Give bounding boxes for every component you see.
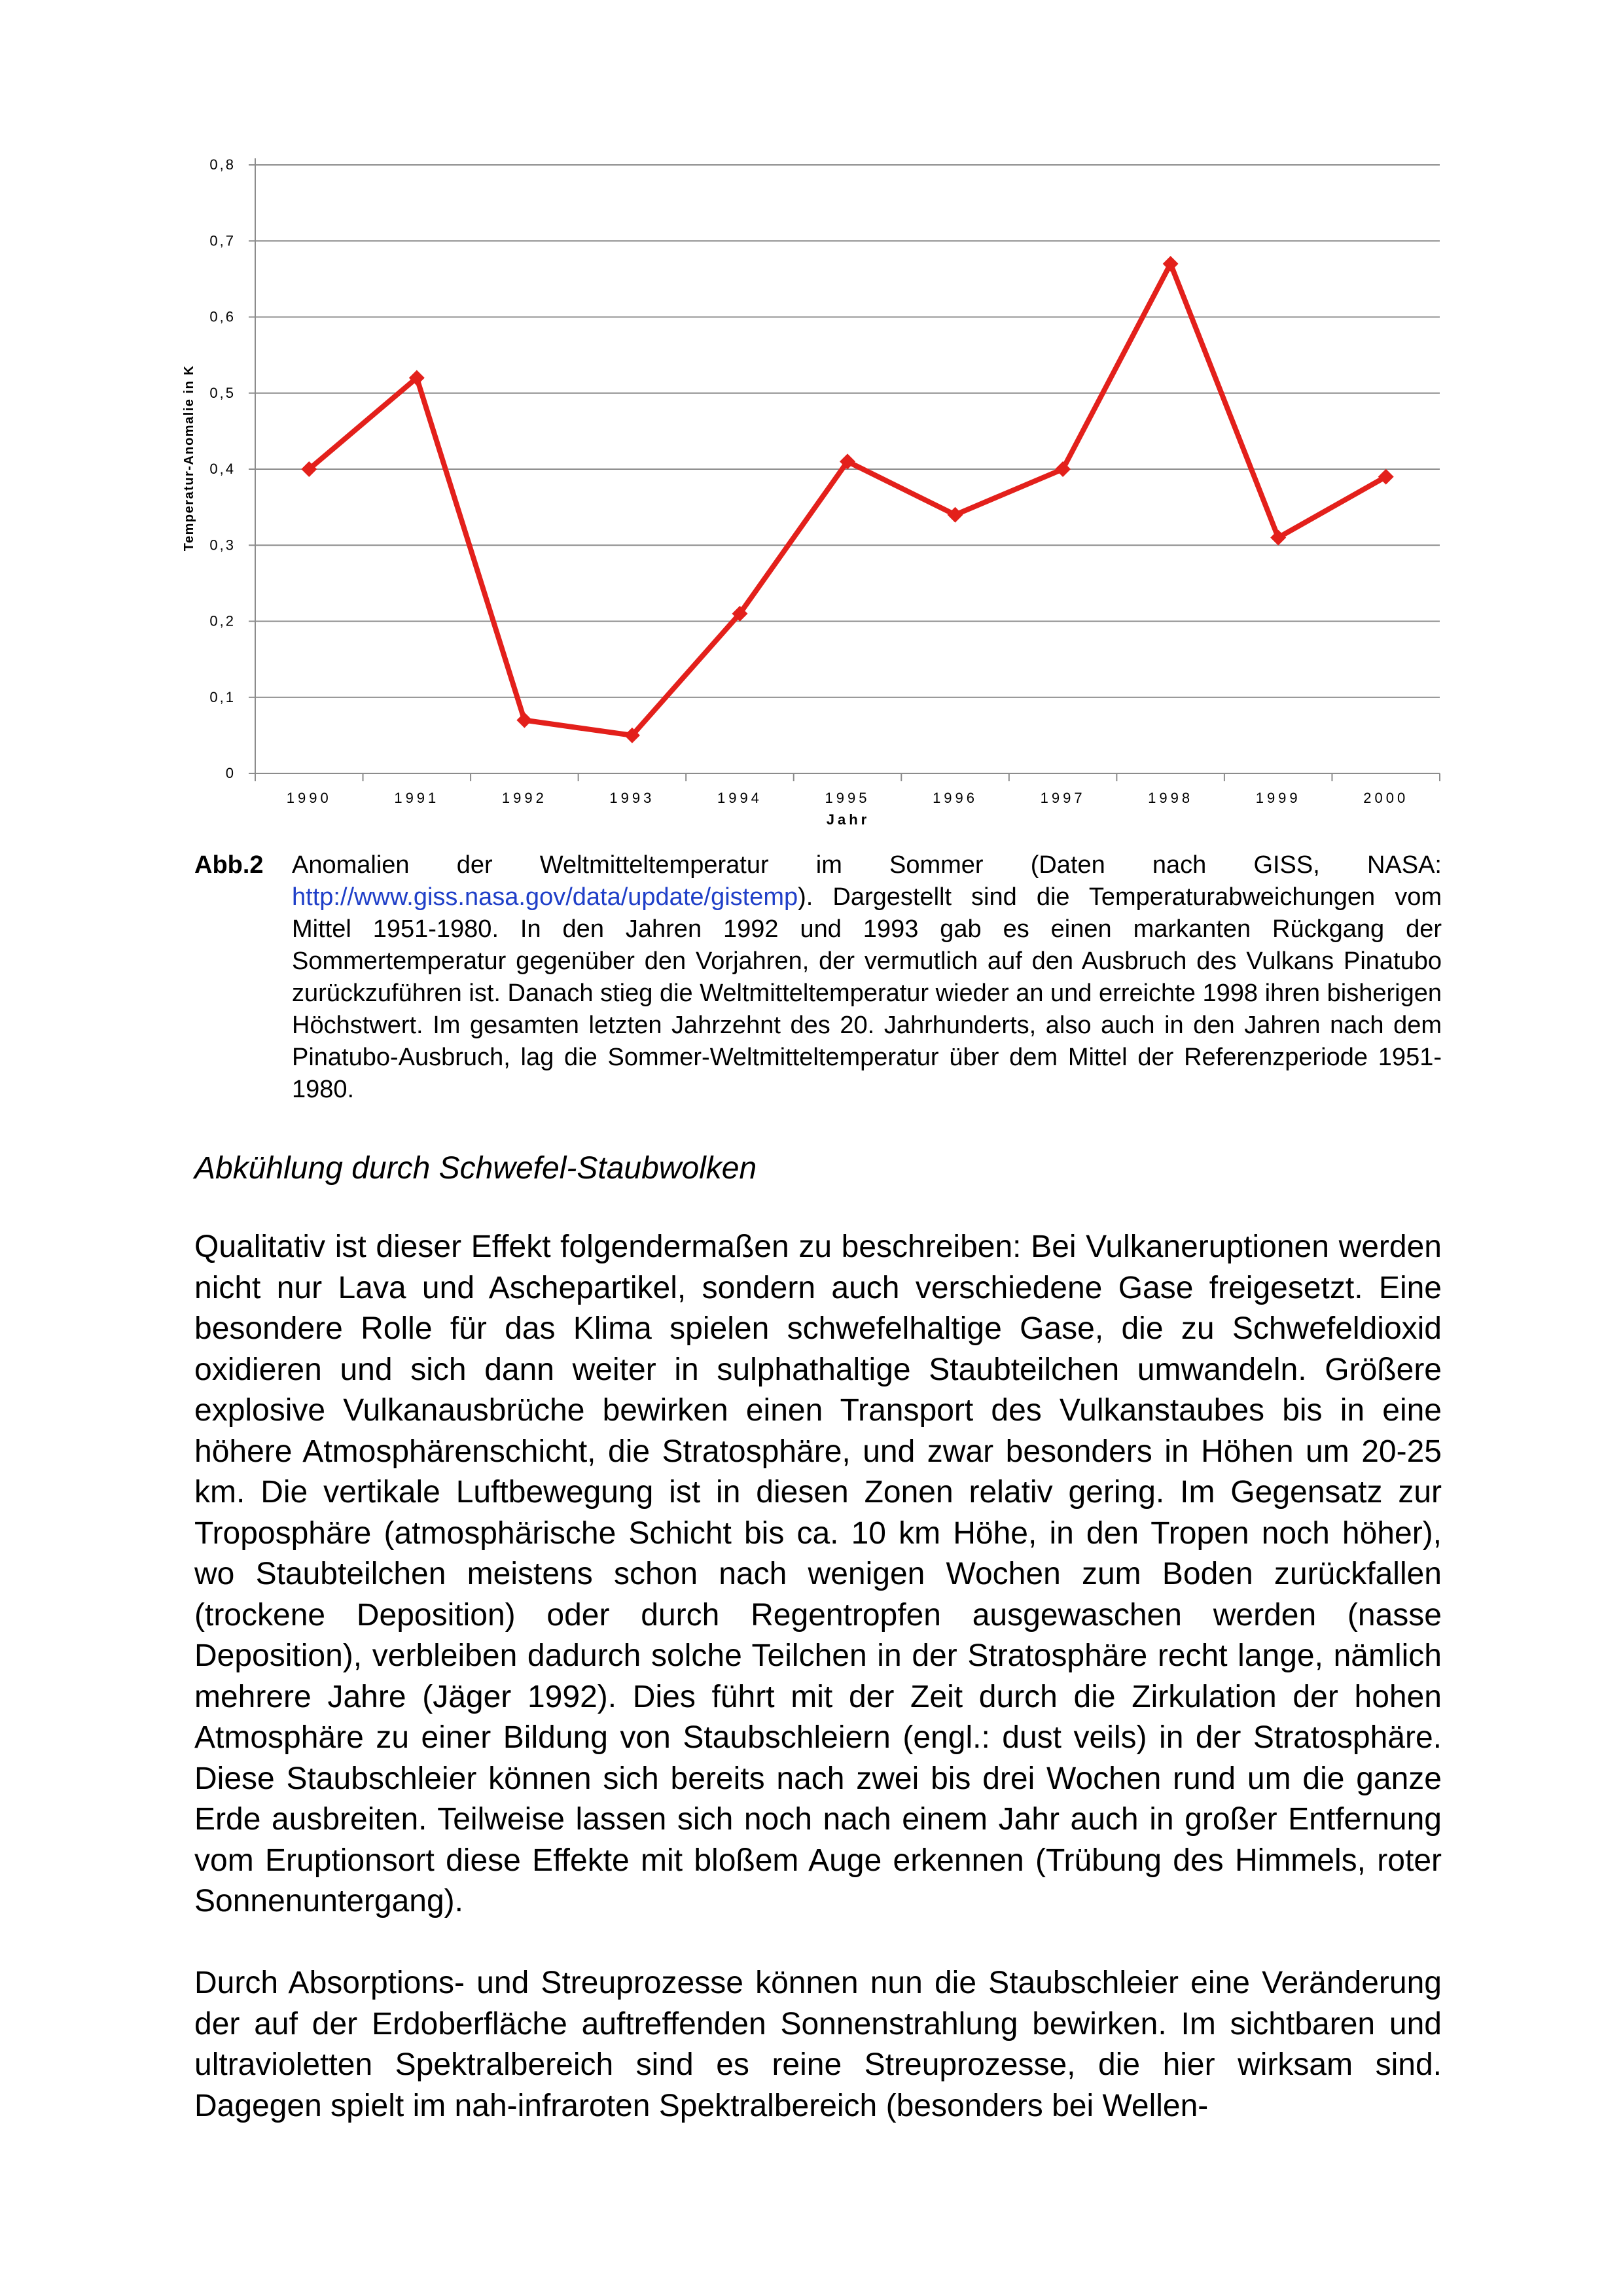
x-tick-label: 1994 <box>717 790 762 806</box>
x-tick-label: 1996 <box>933 790 978 806</box>
source-link[interactable]: http://www.giss.nasa.gov/data/update/gistemp <box>292 883 798 911</box>
series-line <box>309 264 1385 735</box>
caption-body <box>292 849 1442 1106</box>
x-tick-label: 1998 <box>1148 790 1194 806</box>
section-heading: Abkühlung durch Schwefel-Staubwolken <box>194 1151 757 1186</box>
data-point <box>516 713 532 728</box>
y-tick-labels <box>209 156 236 781</box>
figure-caption <box>194 849 1442 1106</box>
x-tick-label: 1991 <box>394 790 440 806</box>
x-tick-label: 1993 <box>609 790 655 806</box>
y-tick-label: 0,3 <box>209 537 236 554</box>
x-axis-label: Jahr <box>826 811 870 828</box>
data-series <box>301 256 1393 743</box>
x-tick-labels <box>287 790 1408 806</box>
figure-label: Abb.2 <box>194 851 264 879</box>
x-tick-label: 1990 <box>286 790 332 806</box>
y-tick-label: 0,2 <box>209 612 236 629</box>
x-tick-label: 1995 <box>825 790 870 806</box>
y-axis-label: Temperatur-Anomalie in K <box>182 364 196 552</box>
y-tick-label: 0,6 <box>209 308 236 325</box>
y-tick-label: 0,8 <box>209 156 236 173</box>
caption-text-start: Anomalien der Weltmitteltemperatur im Sommer (Daten nach GISS, NASA: <box>292 851 1442 879</box>
x-tick-label: 1997 <box>1040 790 1086 806</box>
x-tick-label: 1992 <box>501 790 547 806</box>
y-tick-label: 0,4 <box>209 461 236 477</box>
y-tick-label: 0,7 <box>209 232 236 249</box>
y-tick-label: 0,1 <box>209 688 236 705</box>
caption-text-end: ). Dargestellt sind die Temperaturabweichungen vom Mittel 1951-1980. In den Jahren 1992 und 1993 gab es einen markanten Rückgang der Sommertemperatur gegenüber den Vorjahren, der vermutlich auf den Ausbruch des Vulkans Pinatubo zurückzuführen ist. Danach stieg die Weltmitteltemperatur wieder an und erreichte 1998 ihren bisherigen Höchstwert. Im gesamten letzten Jahrzehnt des 20. Jahrhunderts, also auch in den Jahren nach dem Pinatubo-Ausbruch, lag die Sommer-Weltmitteltemperatur über dem Mittel der Referenzperiode 1951-1980. <box>292 883 1442 1103</box>
x-tick-label: 2000 <box>1363 790 1409 806</box>
temperature-anomaly-chart <box>157 131 1466 844</box>
y-tick-label: 0 <box>225 765 236 781</box>
y-tick-label: 0,5 <box>209 384 236 401</box>
paragraph-2: Durch Absorptions- und Streuprozesse können nun die Staubschleier eine Veränderung der auf der Erdoberfläche auftreffenden Sonnenstrahlung bewirken. Im sichtbaren und ultravioletten Spektralbereich sind es reine Streuprozesse, die hier wirksam sind. Dagegen spielt im nah-infraroten Spektralbereich (besonders bei Wellen- <box>194 1966 1442 2123</box>
x-tick-label: 1999 <box>1255 790 1301 806</box>
paragraph-1: Qualitativ ist dieser Effekt folgendermaßen zu beschreiben: Bei Vulkaneruptionen werden nicht nur Lava und Aschepartikel, sondern auch verschiedene Gase freigesetzt. Eine besondere Rolle für das Klima spielen schwefelhaltige Gase, die zu Schwefeldioxid oxidieren und sich dann weiter in sulphathaltige Staubteilchen umwandeln. Größere explosive Vulkanausbrüche bewirken einen Transport des Vulkanstaubes bis in eine höhere Atmosphärenschicht, die Stratosphäre, und zwar besonders in Höhen um 20-25 km. Die vertikale Luftbewegung ist in diesen Zonen relativ gering. Im Gegensatz zur Troposphäre (atmosphärische Schicht bis ca. 10 km Höhe, in den Tropen noch höher), wo Staubteilchen meistens schon nach wenigen Wochen zum Boden zurückfallen (trockene Deposition) oder durch Regentropfen ausgewaschen werden (nasse Deposition), verbleiben dadurch solche Teilchen in der Stratosphäre recht lange, nämlich mehrere Jahre (Jäger 1992). Dies führt mit der Zeit durch die Zirkulation der hohen Atmosphäre zu einer Bildung von Staubschleiern (engl.: dust veils) in der Stratosphäre. Diese Staubschleier können sich bereits nach zwei bis drei Wochen rund um die ganze Erde ausbreiten. Teilweise lassen sich noch nach einem Jahr auch in großer Entfernung vom Eruptionsort diese Effekte mit bloßem Auge erkennen (Trübung des Himmels, roter Sonnenuntergang). <box>194 1229 1442 1918</box>
